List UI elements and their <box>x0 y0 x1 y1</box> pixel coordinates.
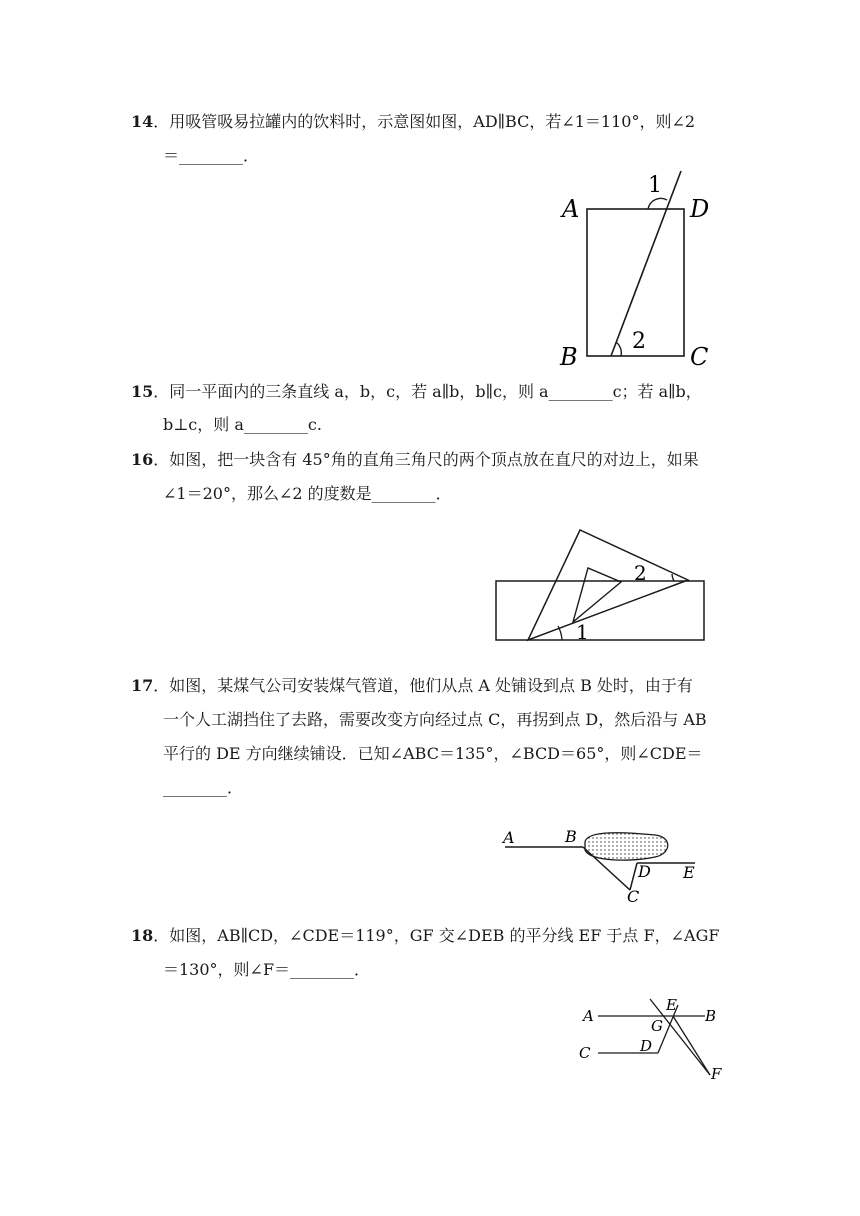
q15-line-2: b⊥c，则 a________c. <box>163 415 322 434</box>
q18-line-2: ＝130°，则∠F＝________． <box>163 960 371 979</box>
q18-figure <box>575 995 735 1090</box>
q14-angle1-arc <box>648 198 667 209</box>
q18-label-f: F <box>711 1065 722 1083</box>
q16-label-1: 1 <box>576 620 589 644</box>
q17-line-cd <box>630 863 637 890</box>
q17-label-d: D <box>638 862 651 881</box>
q15-line-1 <box>131 381 702 403</box>
q16-number: 16 <box>131 450 154 469</box>
q18-label-e: E <box>666 996 677 1014</box>
q14-label-b: B <box>560 343 578 371</box>
q14-straw-line <box>611 171 681 356</box>
q18-text-1: ．如图，AB∥CD，∠CDE＝119°，GF 交∠DEB 的平分线 EF 于点 F，∠AGF <box>153 926 720 945</box>
q16-angle2-arc <box>672 574 674 581</box>
q14-number: 14 <box>131 112 154 131</box>
q14-figure <box>550 168 730 373</box>
q16-triangle-outer <box>528 530 688 640</box>
q17-label-c: C <box>627 887 640 906</box>
q17-number: 17 <box>131 676 154 695</box>
q17-line-4: ________． <box>163 778 244 797</box>
q16-ruler <box>496 581 704 640</box>
q17-line-3: 平行的 DE 方向继续铺设．已知∠ABC＝135°，∠BCD＝65°，则∠CDE＝ <box>163 744 703 763</box>
q17-label-b: B <box>565 827 577 846</box>
q18-line-1 <box>131 925 719 947</box>
q18-label-g: G <box>651 1017 663 1035</box>
q16-label-2: 2 <box>634 561 647 585</box>
q14-label-1: 1 <box>648 173 662 198</box>
q14-line-1 <box>131 111 695 133</box>
q17-figure <box>495 820 705 910</box>
q18-line-gf <box>650 999 710 1075</box>
q17-line-2: 一个人工湖挡住了去路，需要改变方向经过点 C，再拐到点 D，然后沿与 AB <box>163 710 707 729</box>
q17-text-1: ．如图，某煤气公司安装煤气管道，他们从点 A 处铺设到点 B 处时，由于有 <box>153 676 693 695</box>
q17-lake <box>585 833 668 860</box>
q15-number: 15 <box>131 382 154 401</box>
q18-number: 18 <box>131 926 154 945</box>
q17-line-1 <box>131 675 693 697</box>
q18-label-d: D <box>640 1037 653 1055</box>
q14-text-1: ．用吸管吸易拉罐内的饮料时，示意图如图，AD∥BC，若∠1＝110°，则∠2 <box>153 112 696 131</box>
q17-label-e: E <box>683 863 695 882</box>
q16-text-1: ．如图，把一块含有 45°角的直角三角尺的两个顶点放在直尺的对边上，如果 <box>153 450 699 469</box>
q15-text-1: ．同一平面内的三条直线 a，b，c，若 a∥b，b∥c，则 a________c；若 a∥b， <box>153 382 702 401</box>
q14-line-2: ＝________． <box>163 146 260 165</box>
q18-label-c: C <box>579 1044 591 1062</box>
q14-angle2-arc <box>616 342 621 356</box>
q14-label-d: D <box>690 195 710 223</box>
q14-label-a: A <box>562 195 580 223</box>
q18-label-a: A <box>583 1007 594 1025</box>
q16-line-1 <box>131 449 699 471</box>
q16-line-2: ∠1＝20°，那么∠2 的度数是________． <box>163 484 452 503</box>
q17-label-a: A <box>503 828 515 847</box>
q14-label-c: C <box>690 343 709 371</box>
q14-label-2: 2 <box>632 329 646 354</box>
q16-figure <box>490 522 715 647</box>
q18-label-b: B <box>705 1007 717 1025</box>
